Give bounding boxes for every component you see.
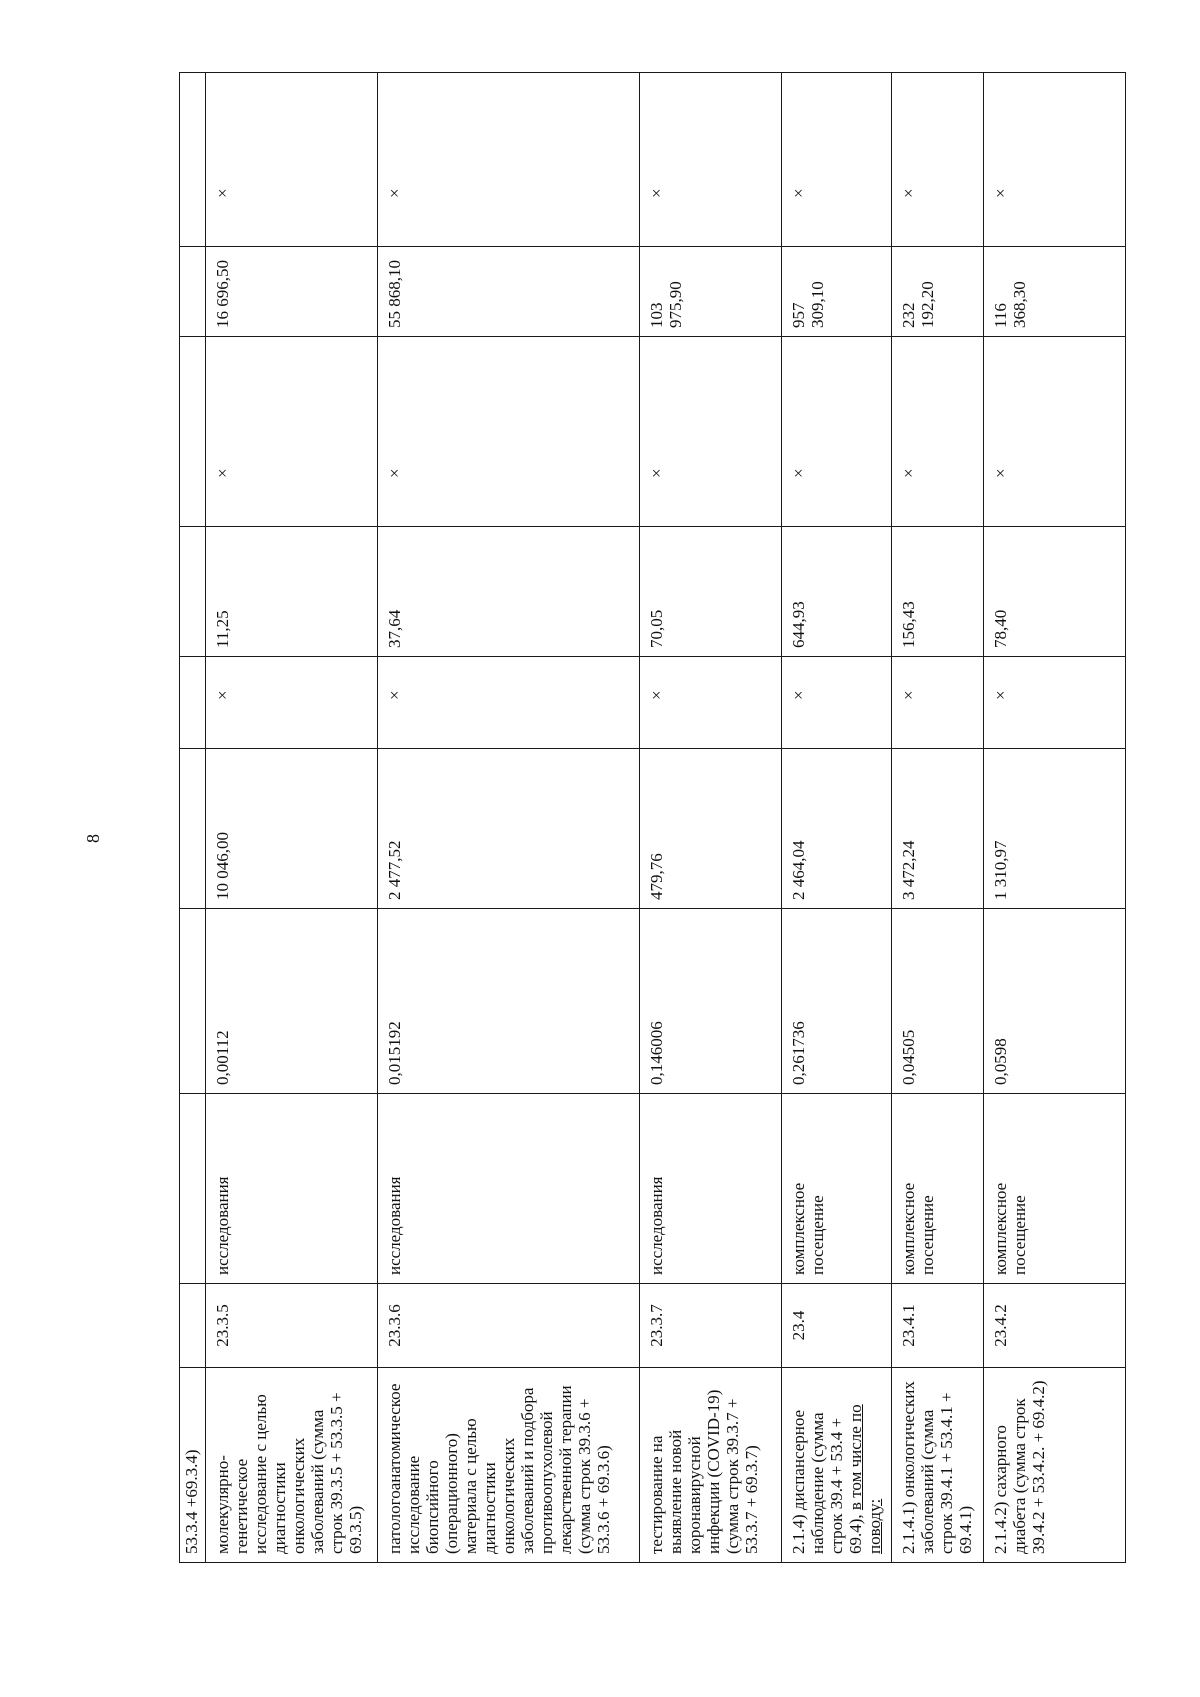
row-col6: × bbox=[640, 657, 782, 749]
row-name-text: 2.1.4) диспансерное наблюдение (сумма строк 39.4 + 53.4 + 69.4), bbox=[789, 1409, 865, 1554]
row-col7: 37,64 bbox=[378, 527, 640, 657]
page-number: 8 bbox=[83, 834, 103, 843]
row-col6: × bbox=[892, 657, 984, 749]
row-norm: 0,261736 bbox=[782, 909, 892, 1094]
row-norm: 0,0598 bbox=[984, 909, 1126, 1094]
table-row bbox=[206, 73, 378, 1563]
row-cost: 3 472,24 bbox=[892, 749, 984, 909]
row-line-number: 23.3.6 bbox=[378, 1284, 640, 1368]
table-row bbox=[782, 73, 892, 1563]
row-col9: 957 309,10 bbox=[782, 247, 892, 337]
row-col7: 156,43 bbox=[892, 527, 984, 657]
table-row bbox=[892, 73, 984, 1563]
row-col8: × bbox=[892, 337, 984, 527]
table-row bbox=[984, 73, 1126, 1563]
row-col6: × bbox=[206, 657, 378, 749]
rotated-page-content bbox=[179, 73, 1105, 1563]
row-col8: × bbox=[378, 337, 640, 527]
row-norm: 0,04505 bbox=[892, 909, 984, 1094]
row-col6: × bbox=[378, 657, 640, 749]
row-unit: исследования bbox=[378, 1094, 640, 1284]
row-col9: 103 975,90 bbox=[640, 247, 782, 337]
table-row bbox=[640, 73, 782, 1563]
row-name: патологоанатомическое исследование биопсийного (операционного) материала с целью диагностики онкологических заболеваний и подбора противоопухолевой лекарственной терапии (сумма строк 39.3.6 + 53.3.6 + 69.3.6) bbox=[378, 1368, 640, 1563]
row-col6: × bbox=[782, 657, 892, 749]
row-col6: × bbox=[984, 657, 1126, 749]
row-name: тестирование на выявление новой коронавирусной инфекции (COVID-19) (сумма строк 39.3.7 + 53.3.7 + 69.3.7) bbox=[640, 1368, 782, 1563]
row-norm: 0,00112 bbox=[206, 909, 378, 1094]
document-table bbox=[179, 72, 1126, 1563]
row-name: 2.1.4.1) онкологических заболеваний (сумма строк 39.4.1 + 53.4.1 + 69.4.1) bbox=[892, 1368, 984, 1563]
row-col8: × bbox=[782, 337, 892, 527]
row-col10: × bbox=[984, 73, 1126, 247]
continuation-text: 53.3.4 +69.3.4) bbox=[180, 1368, 206, 1563]
row-unit: комплексное посещение bbox=[892, 1094, 984, 1284]
row-unit: исследования bbox=[640, 1094, 782, 1284]
row-col9: 55 868,10 bbox=[378, 247, 640, 337]
row-col8: × bbox=[984, 337, 1126, 527]
row-col8: × bbox=[640, 337, 782, 527]
row-col9: 232 192,20 bbox=[892, 247, 984, 337]
row-cost: 1 310,97 bbox=[984, 749, 1126, 909]
row-col10: × bbox=[782, 73, 892, 247]
row-norm: 0,015192 bbox=[378, 909, 640, 1094]
row-cost: 10 046,00 bbox=[206, 749, 378, 909]
row-col8: × bbox=[206, 337, 378, 527]
row-name bbox=[782, 1368, 892, 1563]
table-row bbox=[378, 73, 640, 1563]
row-col10: × bbox=[206, 73, 378, 247]
row-name: 2.1.4.2) сахарного диабета (сумма строк 39.4.2 + 53.4.2. + 69.4.2) bbox=[984, 1368, 1126, 1563]
row-col7: 78,40 bbox=[984, 527, 1126, 657]
row-col10: × bbox=[378, 73, 640, 247]
row-unit: комплексное посещение bbox=[782, 1094, 892, 1284]
row-col10: × bbox=[892, 73, 984, 247]
row-line-number: 23.4 bbox=[782, 1284, 892, 1368]
row-col9: 116 368,30 bbox=[984, 247, 1126, 337]
table-row-continuation bbox=[180, 73, 206, 1563]
row-col9: 16 696,50 bbox=[206, 247, 378, 337]
row-line-number: 23.3.7 bbox=[640, 1284, 782, 1368]
row-col7: 70,05 bbox=[640, 527, 782, 657]
row-cost: 2 464,04 bbox=[782, 749, 892, 909]
row-col10: × bbox=[640, 73, 782, 247]
row-unit: исследования bbox=[206, 1094, 378, 1284]
row-line-number: 23.4.1 bbox=[892, 1284, 984, 1368]
row-line-number: 23.4.2 bbox=[984, 1284, 1126, 1368]
row-name: молекулярно-генетическое исследование с целью диагностики онкологических заболеваний (сумма строк 39.3.5 + 53.3.5 + 69.3.5) bbox=[206, 1368, 378, 1563]
row-cost: 2 477,52 bbox=[378, 749, 640, 909]
row-unit: комплексное посещение bbox=[984, 1094, 1126, 1284]
row-name-subheading: в том числе по поводу: bbox=[846, 1404, 884, 1554]
row-cost: 479,76 bbox=[640, 749, 782, 909]
row-col7: 11,25 bbox=[206, 527, 378, 657]
row-line-number: 23.3.5 bbox=[206, 1284, 378, 1368]
row-col7: 644,93 bbox=[782, 527, 892, 657]
row-norm: 0,146006 bbox=[640, 909, 782, 1094]
